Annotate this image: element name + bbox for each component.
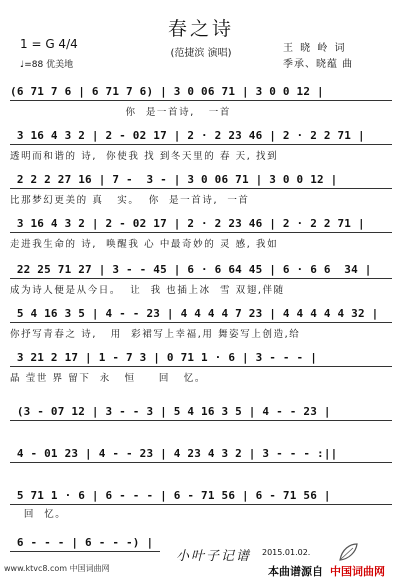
lyric-line: 比那梦幻更美的 真 实。 你 是一首诗, 一首: [10, 195, 250, 206]
notation-line: 3 16 4 3 2 | 2 - 02 17 | 2 · 2 23 46 | 2 · 2 2 71 |: [10, 128, 392, 145]
transcriber-signature: 小叶子记谱: [176, 549, 252, 564]
notation-line: 6 - - - | 6 - - -) |: [10, 535, 160, 552]
score-row: [10, 172, 392, 207]
song-title: 春之诗: [167, 18, 234, 40]
score-row: [10, 446, 392, 463]
transcription-date: 2015.01.02.: [262, 548, 311, 557]
notation-line: 3 16 4 3 2 | 2 - 02 17 | 2 · 2 23 46 | 2 · 2 2 71 |: [10, 216, 392, 233]
score-row: [10, 488, 392, 521]
notation-line: 2 2 2 27 16 | 7 - 3 - | 3 0 06 71 | 3 0 0 12 |: [10, 172, 392, 189]
score-row: [10, 535, 160, 552]
composer-credit: 季承、晓蕴 曲: [283, 59, 354, 70]
lyric-line: 晶 莹世 界 留下 永 恒 回 忆。: [10, 373, 207, 384]
score-row: [10, 128, 392, 163]
score-row: [10, 306, 392, 341]
lyricist-credit: 王 晓 岭 词: [283, 43, 347, 54]
lyric-line: 走进我生命的 诗, 唤醒我 心 中最奇妙的 灵 感, 我如: [10, 239, 279, 250]
notation-line: 3 21 2 17 | 1 - 7 3 | 0 71 1 · 6 | 3 - - - |: [10, 350, 392, 367]
notation-line: (3 - 07 12 | 3 - - 3 | 5 4 16 3 5 | 4 - - 23 |: [10, 404, 392, 421]
lyric-line: 你抒写青春之 诗, 用 彩裙写上幸福,用 舞姿写上创造,给: [10, 329, 301, 340]
lyric-line: 透明而和谐的 诗, 你使我 找 到冬天里的 春 天, 找到: [10, 151, 279, 162]
notation-line: 22 25 71 27 | 3 - - 45 | 6 · 6 64 45 | 6 · 6 6 34 |: [10, 262, 392, 279]
score-row: [10, 262, 392, 297]
score-row: [10, 350, 392, 385]
tempo-marking: ♩=88 优美地: [20, 60, 74, 70]
site-name[interactable]: 中国词曲网: [330, 565, 385, 578]
score-row: [10, 84, 392, 119]
score-row: [10, 216, 392, 251]
lyric-line: 回 忆。: [10, 509, 67, 520]
watermark-url: www.ktvc8.com 中国词曲网: [4, 564, 110, 573]
notation-line: 5 4 16 3 5 | 4 - - 23 | 4 4 4 4 7 23 | 4 4 4 4 4 32 |: [10, 306, 392, 323]
leaf-logo-icon: [337, 541, 359, 563]
notation-line: 4 - 01 23 | 4 - - 23 | 4 23 4 3 2 | 3 - - - :||: [10, 446, 392, 463]
source-label: 本曲谱源自: [268, 565, 323, 578]
key-signature: 1 = G 4/4: [20, 37, 78, 51]
lyric-line: 你 是一首诗, 一首: [10, 107, 231, 118]
notation-line: 5 71 1 · 6 | 6 - - - | 6 - 71 56 | 6 - 71 56 |: [10, 488, 392, 505]
singer-credit: (范捷滨 演唱): [170, 48, 232, 59]
lyric-line: 成为诗人便是从今日。 让 我 也插上冰 雪 双翅,伴随: [10, 285, 285, 296]
notation-line: (6 71 7 6 | 6 71 7 6) | 3 0 06 71 | 3 0 0 12 |: [10, 84, 392, 101]
score-row: [10, 404, 392, 421]
